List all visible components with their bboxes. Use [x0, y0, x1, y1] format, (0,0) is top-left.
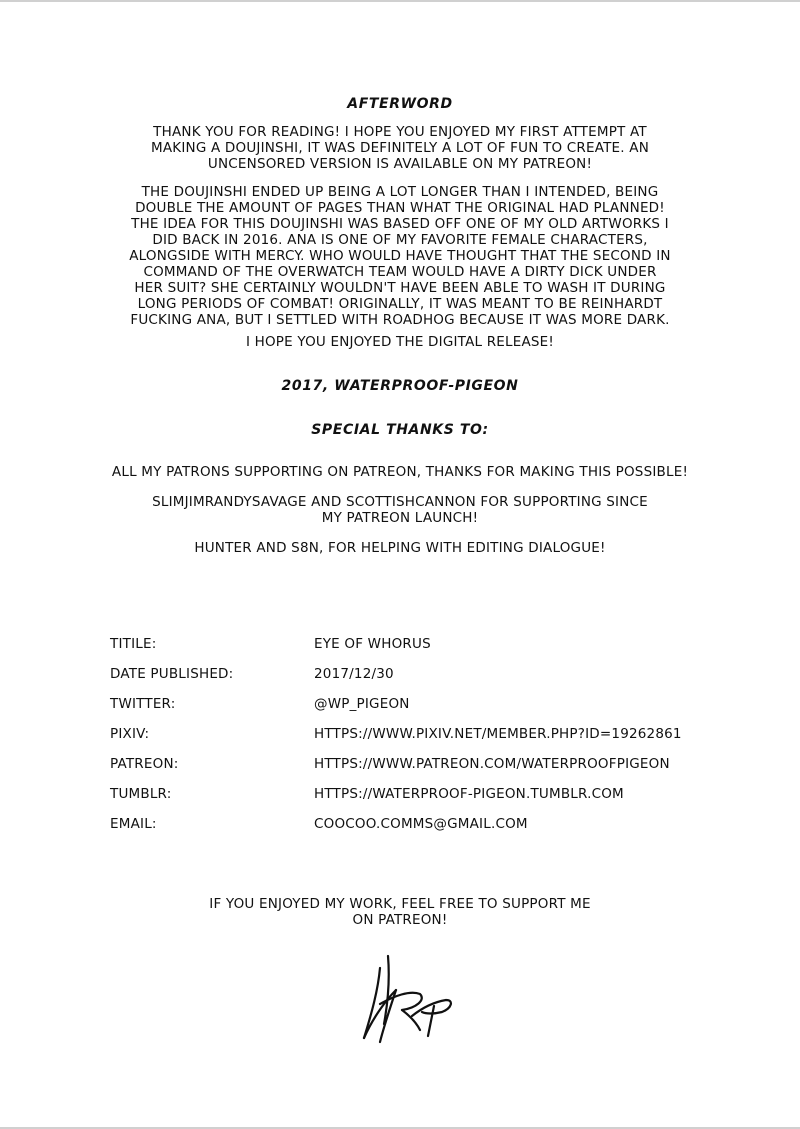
- info-value: @WP_PIGEON: [314, 696, 410, 712]
- support-message: IF YOU ENJOYED MY WORK, FEEL FREE TO SUPPORT ME ON PATREON!: [209, 896, 591, 928]
- info-label: TWITTER:: [110, 696, 176, 712]
- info-row-twitter: [110, 696, 730, 716]
- signature-icon: [350, 950, 460, 1050]
- info-value: HTTPS://WWW.PIXIV.NET/MEMBER.PHP?ID=19262861: [314, 726, 682, 742]
- info-value: EYE OF WHORUS: [314, 636, 431, 652]
- afterword-title: AFTERWORD: [347, 96, 453, 112]
- afterword-paragraph-3: I HOPE YOU ENJOYED THE DIGITAL RELEASE!: [245, 334, 555, 350]
- info-row-title: [110, 636, 730, 656]
- info-row-email: [110, 816, 730, 836]
- info-label: DATE PUBLISHED:: [110, 666, 234, 682]
- info-row-date: [110, 666, 730, 686]
- info-row-patreon: [110, 756, 730, 776]
- thanks-line-editors: HUNTER AND S8N, FOR HELPING WITH EDITING DIALOGUE!: [194, 540, 606, 556]
- thanks-line-supporters: SLIMJIMRANDYSAVAGE AND SCOTTISHCANNON FOR SUPPORTING SINCE MY PATREON LAUNCH!: [152, 494, 648, 526]
- info-value: 2017/12/30: [314, 666, 394, 682]
- afterword-credit: 2017, WATERPROOF-PIGEON: [281, 378, 519, 394]
- thanks-line-patrons: ALL MY PATRONS SUPPORTING ON PATREON, THANKS FOR MAKING THIS POSSIBLE!: [111, 464, 689, 480]
- info-value: HTTPS://WWW.PATREON.COM/WATERPROOFPIGEON: [314, 756, 670, 772]
- info-label: TUMBLR:: [110, 786, 172, 802]
- info-row-tumblr: [110, 786, 730, 806]
- info-value: HTTPS://WATERPROOF-PIGEON.TUMBLR.COM: [314, 786, 624, 802]
- info-row-pixiv: [110, 726, 730, 746]
- info-label: PATREON:: [110, 756, 179, 772]
- info-label: EMAIL:: [110, 816, 157, 832]
- info-label: PIXIV:: [110, 726, 150, 742]
- info-value: COOCOO.COMMS@GMAIL.COM: [314, 816, 528, 832]
- afterword-paragraph-2: THE DOUJINSHI ENDED UP BEING A LOT LONGER THAN I INTENDED, BEING DOUBLE THE AMOUNT OF PAGES THAN WHAT THE ORIGINAL HAD PLANNED! THE IDEA FOR THIS DOUJINSHI WAS BASED OFF ONE OF MY OLD ARTWORKS I DID BACK IN 2016. ANA IS ONE OF MY FAVORITE FEMALE CHARACTERS, ALONGSIDE WITH MERCY. WHO WOULD HAVE THOUGHT THAT THE SECOND IN COMMAND OF THE OVERWATCH TEAM WOULD HAVE A DIRTY DICK UNDER HER SUIT? SHE CERTAINLY WOULDN'T HAVE BEEN ABLE TO WASH IT DURING LONG PERIODS OF COMBAT! ORIGINALLY, IT WAS MEANT TO BE REINHARDT FUCKING ANA, BUT I SETTLED WITH ROADHOG BECAUSE IT WAS MORE DARK.: [129, 184, 671, 328]
- afterword-paragraph-1: THANK YOU FOR READING! I HOPE YOU ENJOYED MY FIRST ATTEMPT AT MAKING A DOUJINSHI, IT WAS DEFINITELY A LOT OF FUN TO CREATE. AN UNCENSORED VERSION IS AVAILABLE ON MY PATREON!: [151, 124, 649, 172]
- info-label: TITILE:: [110, 636, 157, 652]
- special-thanks-title: SPECIAL THANKS TO:: [311, 422, 489, 438]
